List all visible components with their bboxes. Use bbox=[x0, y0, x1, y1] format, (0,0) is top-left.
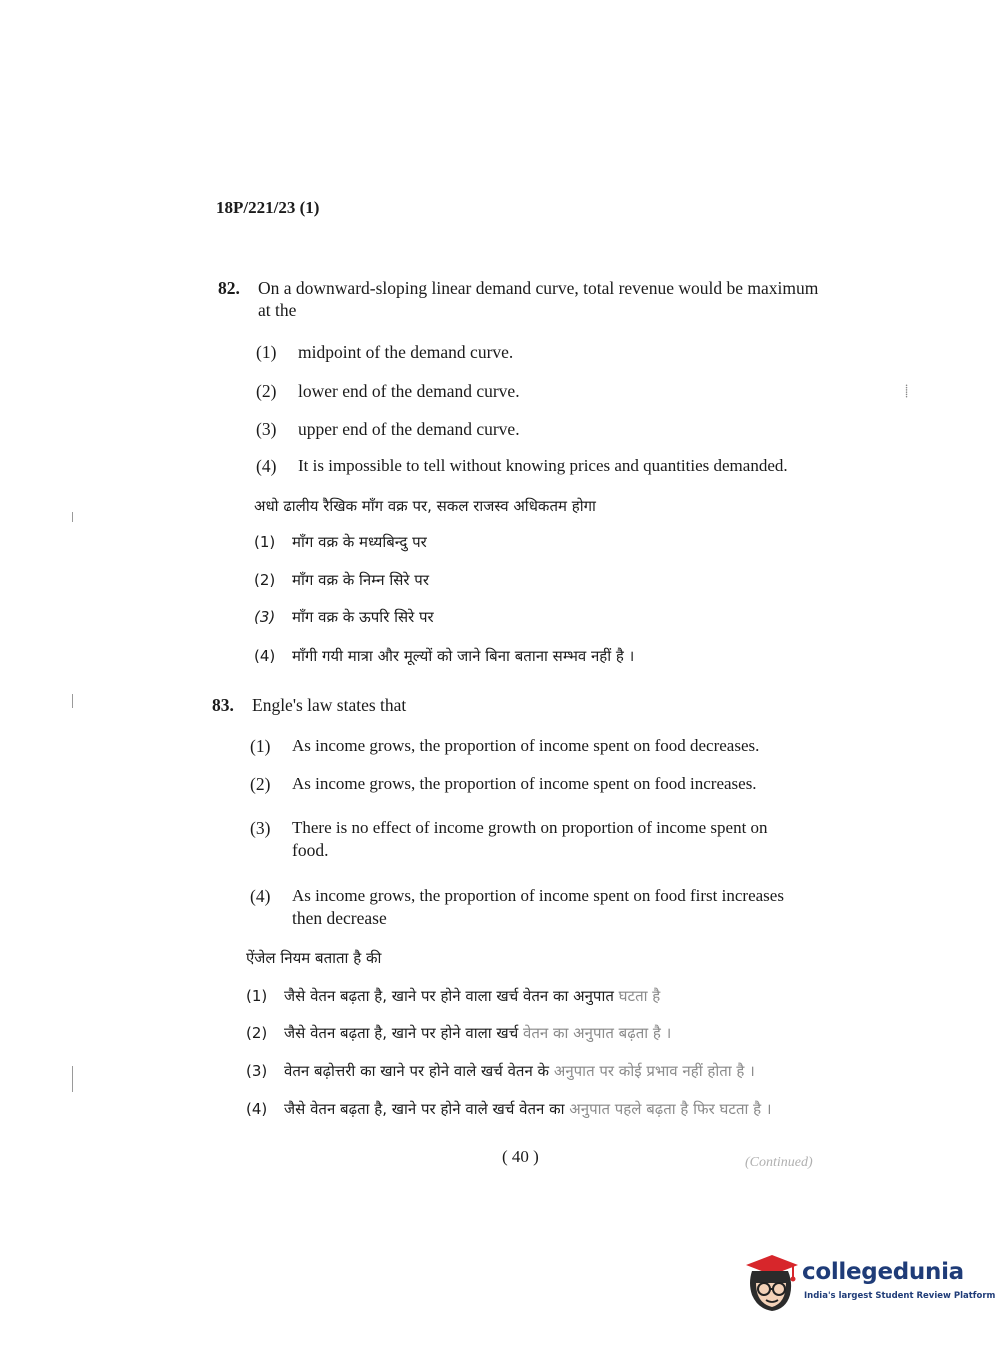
q83-hindi-option-4 bbox=[246, 1099, 772, 1119]
option-text: जैसे वेतन बढ़ता है, खाने पर होने वाले खर्च वेतन का bbox=[284, 1100, 565, 1118]
option-text: माँग वक्र के ऊपरि सिरे पर bbox=[292, 608, 434, 626]
option-number: (4) bbox=[256, 456, 277, 476]
q82-hindi-option-1 bbox=[254, 532, 427, 552]
option-number: (1) bbox=[246, 987, 268, 1005]
q82-hindi-option-2 bbox=[254, 570, 429, 590]
q83-hindi-option-3 bbox=[246, 1061, 755, 1081]
logo-tagline: India's largest Student Review Platform bbox=[804, 1291, 996, 1301]
option-text: midpoint of the demand curve. bbox=[298, 342, 514, 362]
option-text-faded: वेतन का अनुपात बढ़ता है । bbox=[523, 1024, 672, 1042]
q83-hindi-stem: ऐंजेल नियम बताता है की bbox=[246, 949, 382, 967]
question-number: 82. bbox=[218, 278, 240, 298]
option-number: (3) bbox=[256, 419, 277, 439]
option-text-faded: अनुपात पर कोई प्रभाव नहीं होता है । bbox=[553, 1062, 755, 1080]
option-text-line1: As income grows, the proportion of income spent on food first increases bbox=[292, 886, 784, 905]
option-text: upper end of the demand curve. bbox=[298, 419, 520, 439]
logo-title: collegedunia bbox=[802, 1259, 964, 1285]
question-text: Engle's law states that bbox=[252, 695, 407, 715]
page-number: ( 40 ) bbox=[502, 1147, 539, 1166]
q82-hindi-stem: अधो ढालीय रैखिक माँग वक्र पर, सकल राजस्व अधिकतम होगा bbox=[254, 497, 596, 515]
option-text: माँगी गयी मात्रा और मूल्यों को जाने बिना बताना सम्भव नहीं है । bbox=[292, 647, 635, 665]
margin-mark bbox=[72, 694, 73, 708]
scan-smudge: ⸽ bbox=[905, 384, 909, 398]
option-text: As income grows, the proportion of income spent on food decreases. bbox=[292, 736, 760, 755]
option-number: (2) bbox=[250, 774, 271, 794]
option-number: (2) bbox=[256, 381, 277, 401]
option-number: (4) bbox=[254, 647, 276, 665]
option-text: माँग वक्र के निम्न सिरे पर bbox=[292, 571, 429, 589]
question-text-line2: at the bbox=[258, 300, 297, 320]
option-text: As income grows, the proportion of income spent on food increases. bbox=[292, 774, 757, 793]
option-number: (1) bbox=[254, 533, 276, 551]
question-number: 83. bbox=[212, 695, 234, 715]
margin-mark bbox=[72, 1066, 73, 1092]
option-text: lower end of the demand curve. bbox=[298, 381, 520, 401]
option-text: वेतन बढ़ोत्तरी का खाने पर होने वाले खर्च वेतन के bbox=[284, 1062, 550, 1080]
option-text: It is impossible to tell without knowing prices and quantities demanded. bbox=[298, 456, 788, 475]
option-text-line2: then decrease bbox=[292, 908, 387, 928]
option-text: जैसे वेतन बढ़ता है, खाने पर होने वाला खर्च bbox=[284, 1024, 519, 1042]
q83-hindi-option-2 bbox=[246, 1023, 671, 1043]
option-text-faded: अनुपात पहले बढ़ता है फिर घटता है । bbox=[569, 1100, 772, 1118]
q83-hindi-option-1 bbox=[246, 986, 660, 1006]
option-text: जैसे वेतन बढ़ता है, खाने पर होने वाला खर्च वेतन का अनुपात bbox=[284, 987, 614, 1005]
collegedunia-logo bbox=[742, 1253, 996, 1315]
option-number: (2) bbox=[246, 1024, 268, 1042]
option-number: (4) bbox=[250, 886, 271, 906]
option-number: (1) bbox=[250, 736, 271, 756]
option-number: (3) bbox=[250, 818, 271, 838]
paper-code: 18P/221/23 (1) bbox=[216, 198, 320, 217]
option-number: (3) bbox=[254, 608, 276, 626]
mascot-icon bbox=[742, 1253, 800, 1315]
option-text-line2: food. bbox=[292, 840, 329, 860]
option-text: माँग वक्र के मध्यबिन्दु पर bbox=[292, 533, 427, 551]
margin-mark bbox=[72, 512, 73, 522]
q82-hindi-option-3 bbox=[254, 607, 434, 627]
option-number: (1) bbox=[256, 342, 277, 362]
question-text-line1: On a downward-sloping linear demand curve, total revenue would be maximum bbox=[258, 278, 819, 298]
option-number: (3) bbox=[246, 1062, 268, 1080]
q82-hindi-option-4 bbox=[254, 646, 634, 666]
continued-label: (Continued) bbox=[745, 1155, 813, 1170]
option-number: (4) bbox=[246, 1100, 268, 1118]
option-text-faded: घटता है bbox=[618, 987, 661, 1005]
option-text-line1: There is no effect of income growth on proportion of income spent on bbox=[292, 818, 768, 837]
option-number: (2) bbox=[254, 571, 276, 589]
